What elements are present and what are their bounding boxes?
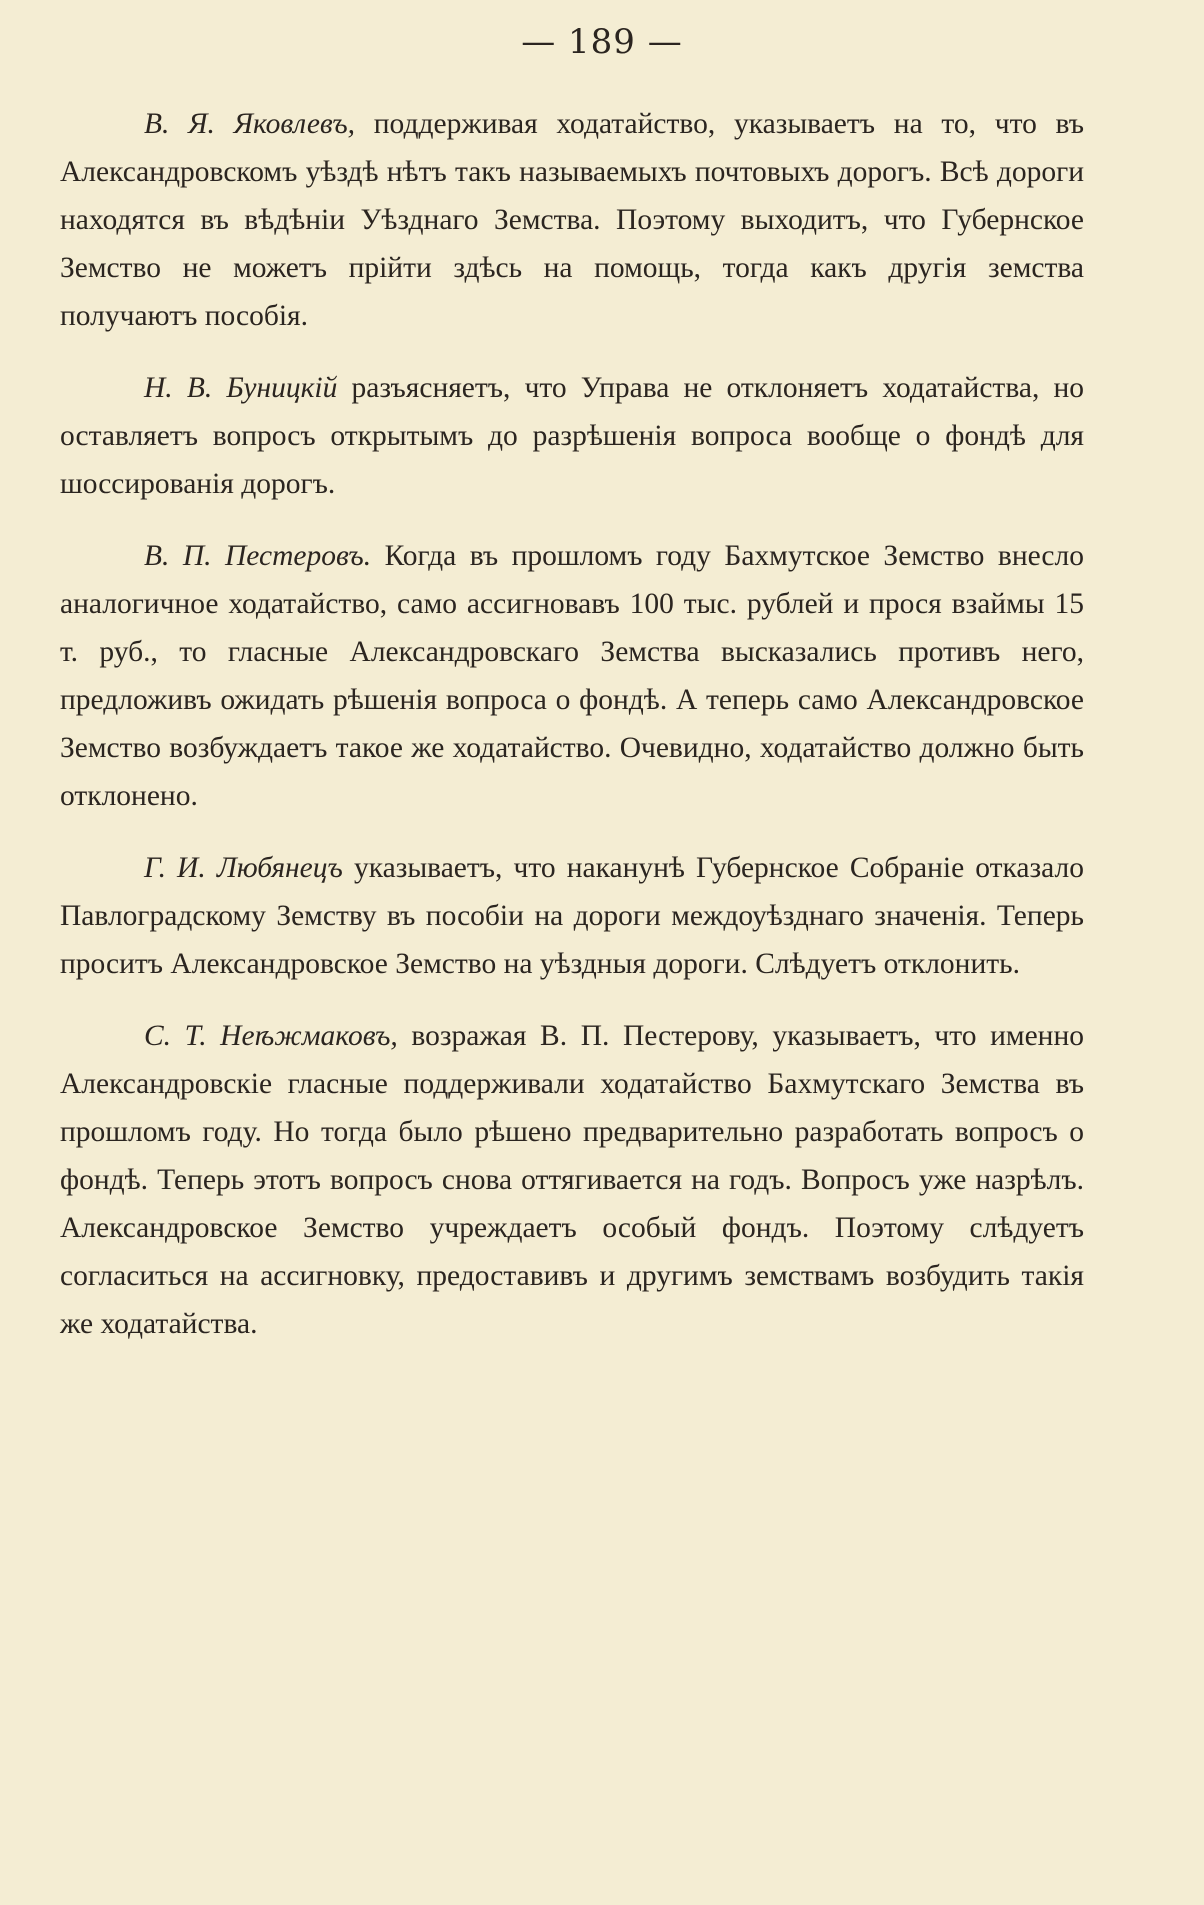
paragraph-text: Когда въ прошломъ году Бахмутское Земство внесло аналогичное ходатайство, само ассигновавъ 100 тыс. рублей и прося взаймы 15 т. руб., то гласные Александровскаго Земства высказались противъ него, предложивъ ожидать рѣшенія вопроса о фондѣ. А теперь само Александровское Земство возбуждаетъ такое же ходатайство. Очевидно, ходатайство должно быть отклонено. — [60, 540, 1084, 812]
speaker-name: В. Я. Яковлевъ, — [144, 108, 356, 140]
paragraph-bunitsky — [60, 364, 1084, 508]
paragraph-pesterov — [60, 532, 1084, 820]
paragraph-text: указываетъ, что наканунѣ Губернское Собраніе отказало Павлоградскому Земству въ пособіи на дороги междоуѣзднаго значенія. Теперь проситъ Александровское Земство на уѣздныя дороги. Слѣдуетъ отклонить. — [60, 852, 1085, 980]
page-number: — 189 — — [521, 22, 683, 62]
paragraph-yakovlev — [60, 100, 1084, 340]
paragraph-neezhmakov — [60, 1012, 1084, 1348]
speaker-name: Н. В. Буницкій — [144, 372, 338, 404]
speaker-name: С. Т. Неѣжмаковъ, — [144, 1020, 398, 1052]
paragraph-text: поддерживая ходатайство, указываетъ на то, что въ Александровскомъ уѣздѣ нѣтъ такъ называемыхъ почтовыхъ дорогъ. Всѣ дороги находятся въ вѣдѣніи Уѣзднаго Земства. Поэтому выходитъ, что Губернское Земство не можетъ прійти здѣсь на помощь, тогда какъ другія земства получаютъ пособія. — [60, 108, 1084, 332]
speaker-name: Г. И. Любянецъ — [144, 852, 343, 884]
paragraph-lyubyanets — [60, 844, 1084, 988]
paragraph-text: возражая В. П. Пестерову, указываетъ, что именно Александровскіе гласные поддерживали ходатайство Бахмутскаго Земства въ прошломъ году. Но тогда было рѣшено предварительно разработать вопросъ о фондѣ. Теперь этотъ вопросъ снова оттягивается на годъ. Вопросъ уже назрѣлъ. Александровское Земство учреждаетъ особый фондъ. Поэтому слѣдуетъ согласиться на ассигновку, предоставивъ и другимъ земствамъ возбудить такія же ходатайства. — [60, 1020, 1085, 1340]
speaker-name: В. П. Пестеровъ. — [144, 540, 372, 572]
body-text — [60, 100, 1084, 1372]
paragraph-text: разъясняетъ, что Управа не отклоняетъ ходатайства, но оставляетъ вопросъ открытымъ до разрѣшенія вопроса вообще о фондѣ для шоссированія дорогъ. — [60, 372, 1085, 500]
